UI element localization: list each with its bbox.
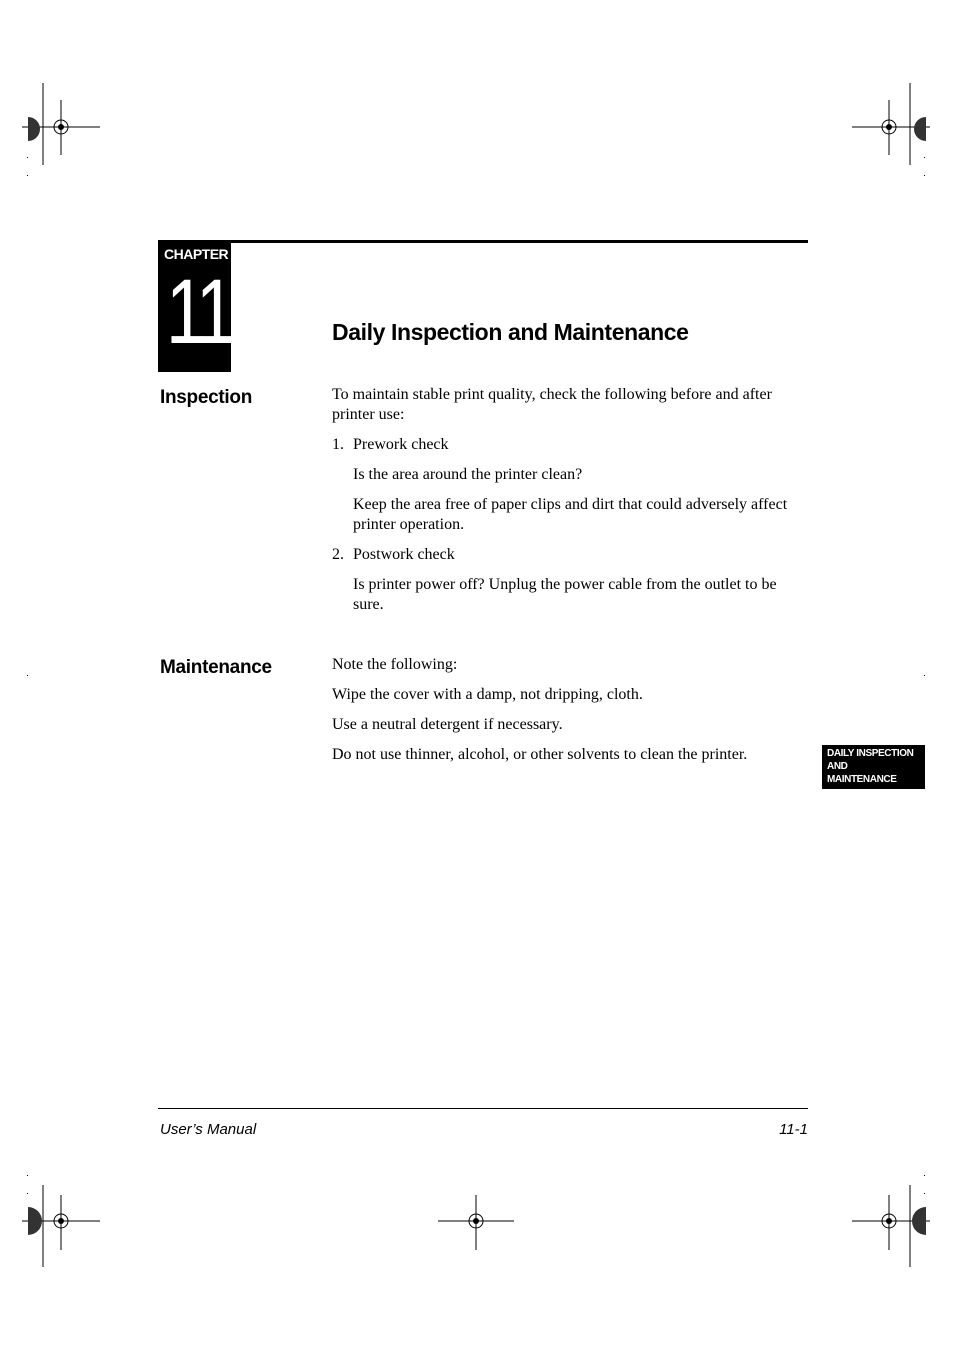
list-item-number: 2.	[332, 546, 344, 563]
thumb-tab-line: MAINTENANCE	[827, 774, 897, 785]
page-number: 11-1	[779, 1121, 808, 1138]
chapter-label: CHAPTER	[164, 246, 229, 262]
list-item-number: 1.	[332, 436, 344, 453]
maintenance-text: Wipe the cover with a damp, not dripping, cloth.	[332, 686, 643, 703]
list-item-text: Keep the area free of paper clips and dirt that could adversely affect printer operation.	[353, 496, 788, 533]
chapter-number: 11	[166, 261, 232, 363]
list-item	[332, 545, 808, 565]
inspection-heading: Inspection	[160, 387, 253, 408]
chapter-title: Daily Inspection and Maintenance	[332, 319, 689, 345]
chapter-badge	[158, 240, 231, 372]
footer-manual-title: User’s Manual	[160, 1121, 257, 1138]
maintenance-text: Do not use thinner, alcohol, or other solvents to clean the printer.	[332, 746, 748, 763]
maintenance-text: Note the following:	[332, 656, 458, 673]
footer-rule	[158, 1108, 808, 1109]
thumb-tab-line: DAILY INSPECTION	[827, 748, 914, 759]
maintenance-text: Use a neutral detergent if necessary.	[332, 716, 563, 733]
section-thumb-tab	[822, 745, 925, 789]
thumb-tab-line: AND	[827, 761, 848, 772]
list-item-title: Prework check	[353, 436, 449, 453]
inspection-intro: To maintain stable print quality, check the following before and after printer use:	[332, 386, 772, 423]
list-item-text: Is printer power off? Unplug the power cable from the outlet to be sure.	[353, 576, 777, 613]
list-item-text: Is the area around the printer clean?	[353, 466, 583, 483]
list-item-title: Postwork check	[353, 546, 455, 563]
list-item	[332, 435, 808, 455]
maintenance-heading: Maintenance	[160, 657, 272, 678]
chapter-top-rule	[158, 240, 808, 243]
